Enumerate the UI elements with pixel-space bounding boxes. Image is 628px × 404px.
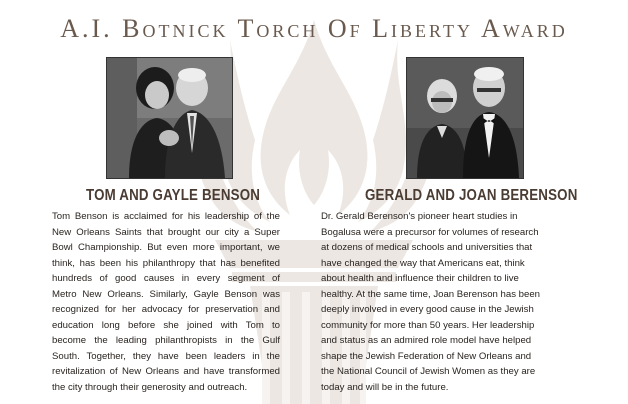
bio-line: New Orleans Saints that brought our city a Super	[52, 226, 280, 238]
couple-photo-icon	[107, 58, 232, 178]
honoree-name-berenson: GERALD AND JOAN BERENSON	[365, 187, 578, 204]
bio-line: become the leading philanthropists in the Gulf	[52, 335, 280, 346]
bio-line: think, has been his philanthropy that has benefited	[52, 257, 280, 269]
couple-photo-icon	[407, 58, 523, 178]
bio-line: Bogalusa were a precursor for volumes of research	[321, 226, 539, 238]
bio-line: the National Council of Jewish Women as they are	[321, 366, 536, 377]
bio-line: the city through their generosity and outreach.	[52, 381, 248, 393]
bio-line: healthy. At the same time, Joan Berenson has been	[321, 288, 541, 300]
bio-berenson	[321, 209, 581, 395]
bio-line: education long before she joined with Tom to	[52, 319, 280, 331]
bio-line: shape the Jewish Federation of New Orleans and	[321, 350, 532, 362]
bio-line: have changed the way that Americans eat, think	[321, 257, 525, 269]
bio-line: at dozens of medical schools and universities that	[321, 242, 533, 253]
bio-line: and status as an admired role model have helped	[321, 335, 532, 346]
bio-line: Tom Benson is acclaimed for his leadership of the	[52, 211, 280, 222]
bio-line: today and will be in the future.	[321, 381, 449, 393]
bio-line: Metro New Orleans. Similarly, Gayle Benson was	[52, 288, 280, 300]
bio-line: deeply involved in every good cause in the Jewish	[321, 304, 534, 315]
bio-line: revitalization of New Orleans and have transformed	[52, 366, 280, 377]
bio-line: South. Together, they have been leaders in the	[52, 350, 280, 362]
bio-line: about health and influence their children to live	[321, 273, 519, 284]
benson-photo	[106, 57, 233, 179]
bio-line: Dr. Gerald Berenson's pioneer heart studies in	[321, 211, 518, 222]
bio-line: hundreds of good causes in every segment of	[52, 273, 280, 284]
honoree-name-benson: TOM AND GAYLE BENSON	[86, 187, 261, 204]
bio-line: community for more than 50 years. Her leadership	[321, 319, 535, 331]
bio-benson	[52, 209, 280, 395]
berenson-photo	[406, 57, 524, 179]
bio-line: Bowl Championship. But even more important, we	[52, 242, 280, 253]
award-title: A.I. Botnick Torch Of Liberty Award	[60, 14, 568, 43]
bio-line: recognized for her advocacy for preservation and	[52, 304, 280, 315]
